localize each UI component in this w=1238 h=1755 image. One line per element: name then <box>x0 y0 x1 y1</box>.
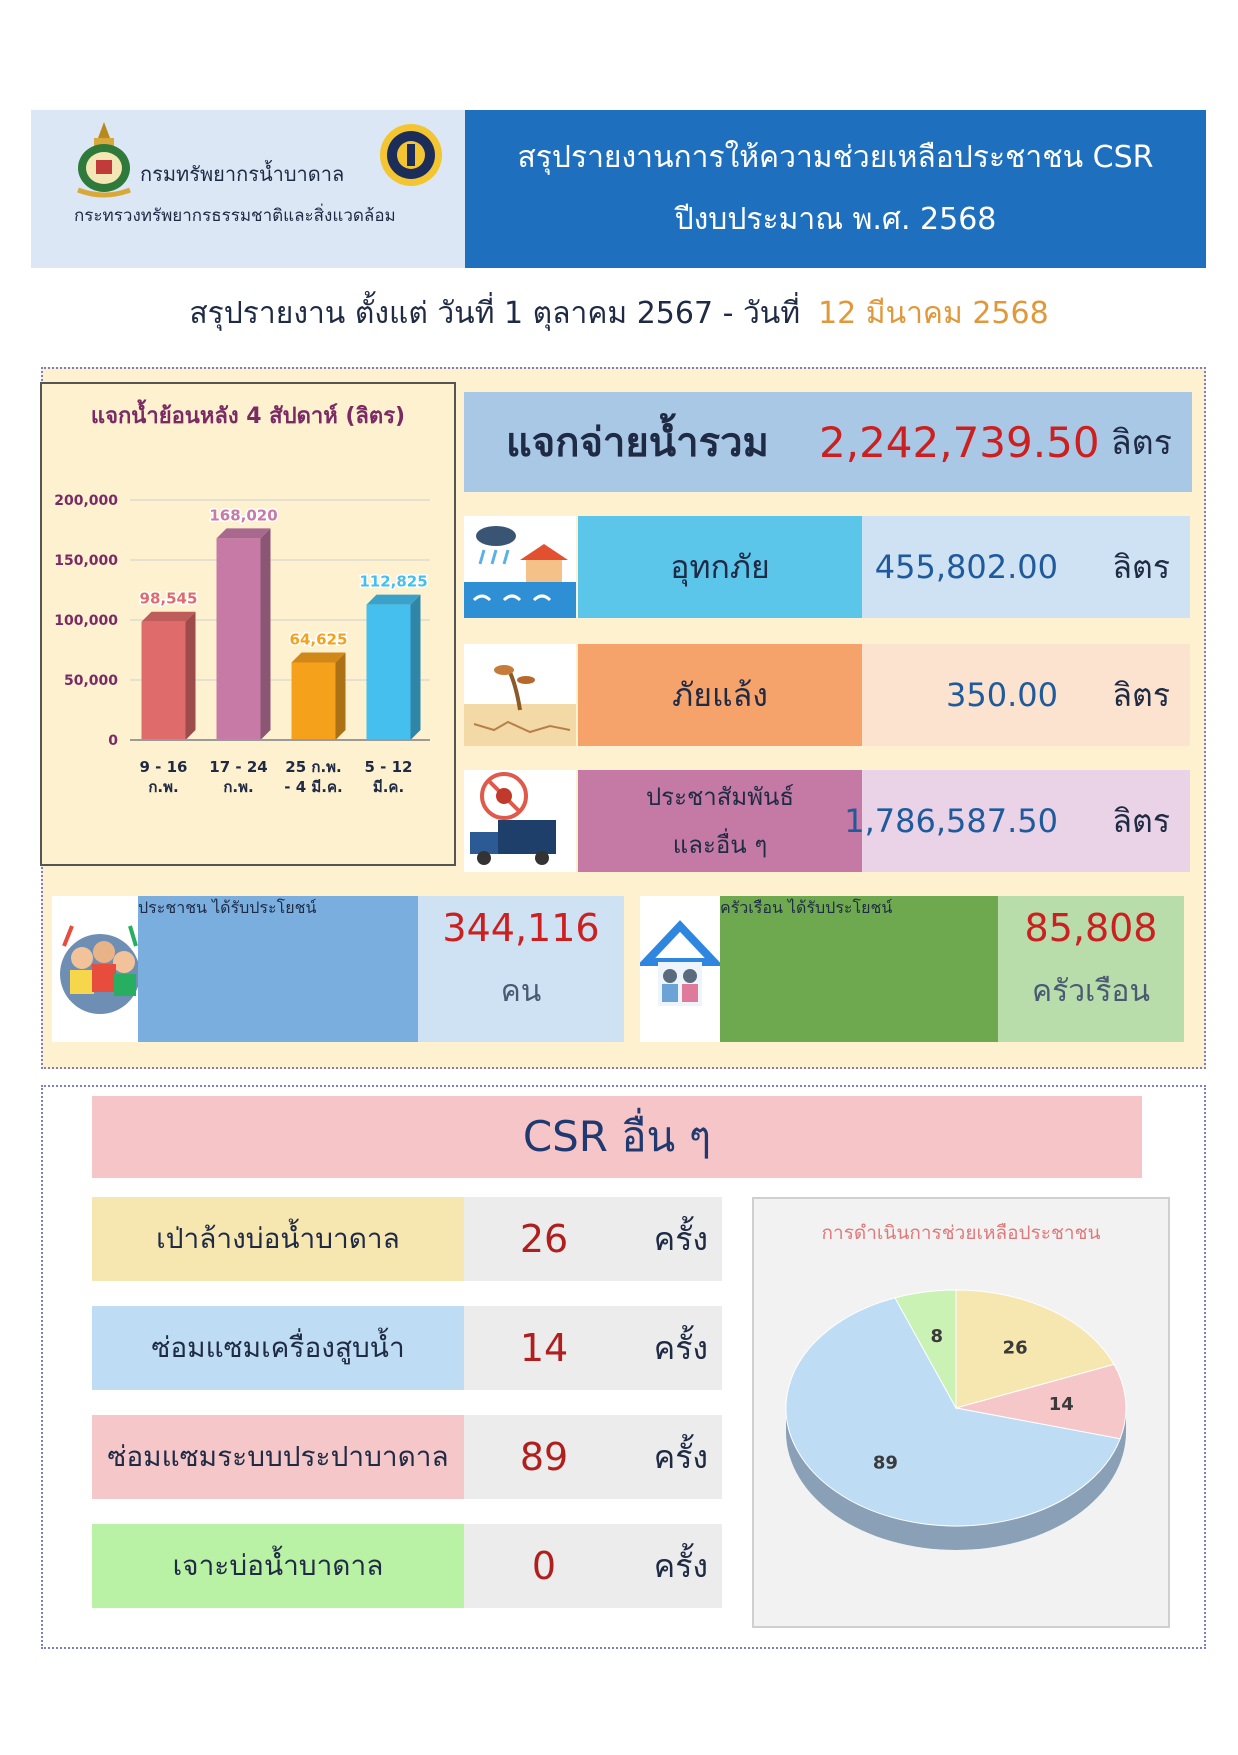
total-value: 2,242,739.50 <box>819 417 1100 467</box>
bar <box>217 538 261 740</box>
pie-slice-label: 14 <box>1048 1393 1074 1415</box>
pie-slice-label: 89 <box>872 1452 898 1474</box>
x-category-label: 25 ก.พ. <box>285 758 342 776</box>
bar <box>142 622 186 740</box>
bar-data-label: 98,545 <box>139 589 198 608</box>
bar-side <box>336 652 346 740</box>
csr-row-label-well-drilling: เจาะบ่อน้ำบาดาล <box>92 1524 464 1608</box>
pr-others-unit: ลิตร <box>1112 802 1170 840</box>
weekly-chart-title: แจกน้ำย้อนหลัง 4 สัปดาห์ (ลิตร) <box>90 404 406 429</box>
csr-value-pump-repair: 14 <box>519 1326 569 1370</box>
drought-label: ภัยแล้ง <box>578 644 862 746</box>
y-tick-label: 150,000 <box>54 553 118 569</box>
report-range <box>0 290 1238 337</box>
bar <box>292 662 336 740</box>
pr-others-value-cell <box>844 770 1190 872</box>
x-category-label: มี.ค. <box>372 778 405 796</box>
household-unit: ครัวเรือน <box>1032 974 1150 1009</box>
y-tick-label: 100,000 <box>54 613 118 629</box>
household-label-line1: ครัวเรือน <box>720 898 783 917</box>
flood-label: อุทกภัย <box>578 516 862 618</box>
csr-unit-water-system-repair: ครั้ง <box>653 1438 708 1476</box>
csr-row-value-flushing <box>464 1197 722 1281</box>
x-category-label: ก.พ. <box>148 778 179 796</box>
x-category-label: ก.พ. <box>223 778 254 796</box>
people-value-cell <box>418 896 624 1042</box>
total-unit: ลิตร <box>1110 423 1172 463</box>
bar-side <box>411 595 421 740</box>
bar-side <box>186 612 196 740</box>
flood-value: 455,802.00 <box>874 548 1058 586</box>
x-category-label: - 4 มี.ค. <box>284 778 343 796</box>
assistance-pie-chart <box>756 1258 1166 1558</box>
household-value: 85,808 <box>1024 906 1158 950</box>
csr-row-label-pump-repair: ซ่อมแซมเครื่องสูบน้ำ <box>92 1306 464 1390</box>
flood-unit: ลิตร <box>1112 548 1170 586</box>
fiscal-year: ปีงบประมาณ พ.ศ. 2568 <box>674 202 997 237</box>
total-distribution-bar <box>464 392 1192 492</box>
household-icon <box>640 896 720 1042</box>
bar-side <box>261 528 271 740</box>
flood-value-cell <box>862 516 1190 618</box>
y-tick-label: 200,000 <box>54 493 118 509</box>
bar-data-label: 112,825 <box>359 572 428 591</box>
department-name: กรมทรัพยากรน้ำบาดาล <box>140 162 345 186</box>
department-emblem-icon <box>72 120 136 198</box>
ministry-seal-icon <box>378 120 444 190</box>
csr-unit-flushing: ครั้ง <box>653 1220 708 1258</box>
pr-others-label <box>578 770 862 872</box>
x-category-label: 17 - 24 <box>209 758 268 776</box>
drought-icon <box>464 644 576 746</box>
people-icon <box>52 896 138 1042</box>
drought-value: 350.00 <box>946 676 1058 714</box>
report-end-date: 12 มีนาคม 2568 <box>818 296 1049 331</box>
y-tick-label: 50,000 <box>63 673 118 689</box>
people-value: 344,116 <box>442 906 600 950</box>
total-label: แจกจ่ายน้ำรวม <box>506 420 769 466</box>
people-label-line2: ได้รับประโยชน์ <box>212 898 317 917</box>
household-label-line2: ได้รับประโยชน์ <box>787 898 893 917</box>
people-label-line1: ประชาชน <box>138 898 207 917</box>
bar-data-label: 168,020 <box>209 506 278 525</box>
csr-row-label-flushing: เป่าล้างบ่อน้ำบาดาล <box>92 1197 464 1281</box>
weekly-bar-chart <box>40 480 456 820</box>
csr-unit-well-drilling: ครั้ง <box>653 1547 708 1585</box>
people-benefit-label <box>138 896 418 1042</box>
drought-value-cell <box>862 644 1190 746</box>
drought-unit: ลิตร <box>1112 676 1170 714</box>
csr-row-label-water-system-repair: ซ่อมแซมระบบประปาบาดาล <box>92 1415 464 1499</box>
water-truck-icon <box>464 770 576 872</box>
household-benefit-label <box>720 896 998 1042</box>
household-value-cell <box>998 896 1184 1042</box>
header-title-panel <box>465 110 1206 268</box>
pie-slice-label: 8 <box>930 1326 944 1348</box>
csr-other-title: CSR อื่น ๆ <box>92 1096 1142 1178</box>
ministry-name: กระทรวงทรัพยากรธรรมชาติและสิ่งแวดล้อม <box>74 206 396 226</box>
csr-value-flushing: 26 <box>519 1217 569 1261</box>
csr-row-value-pump-repair <box>464 1306 722 1390</box>
bar-data-label: 64,625 <box>289 630 348 649</box>
report-range-prefix: สรุปรายงาน ตั้งแต่ วันที่ 1 ตุลาคม 2567 - วันที่ <box>189 296 801 331</box>
flood-icon <box>464 516 576 618</box>
report-title: สรุปรายงานการให้ความช่วยเหลือประชาชน CSR <box>517 140 1154 175</box>
csr-value-water-system-repair: 89 <box>519 1435 569 1479</box>
csr-unit-pump-repair: ครั้ง <box>653 1329 708 1367</box>
csr-row-value-water-system-repair <box>464 1415 722 1499</box>
pr-others-value: 1,786,587.50 <box>844 802 1058 840</box>
people-unit: คน <box>500 974 542 1009</box>
pr-others-label-line1: ประชาสัมพันธ์ <box>645 783 795 811</box>
csr-value-well-drilling: 0 <box>531 1544 557 1588</box>
x-category-label: 9 - 16 <box>139 758 188 776</box>
y-tick-label: 0 <box>108 733 118 749</box>
csr-row-value-well-drilling <box>464 1524 722 1608</box>
assistance-pie-title: การดำเนินการช่วยเหลือประชาชน <box>821 1222 1101 1244</box>
bar <box>367 605 411 740</box>
x-category-label: 5 - 12 <box>364 758 413 776</box>
pr-others-label-line2: และอื่น ๆ <box>672 831 768 859</box>
pie-slice-label: 26 <box>1002 1337 1028 1359</box>
